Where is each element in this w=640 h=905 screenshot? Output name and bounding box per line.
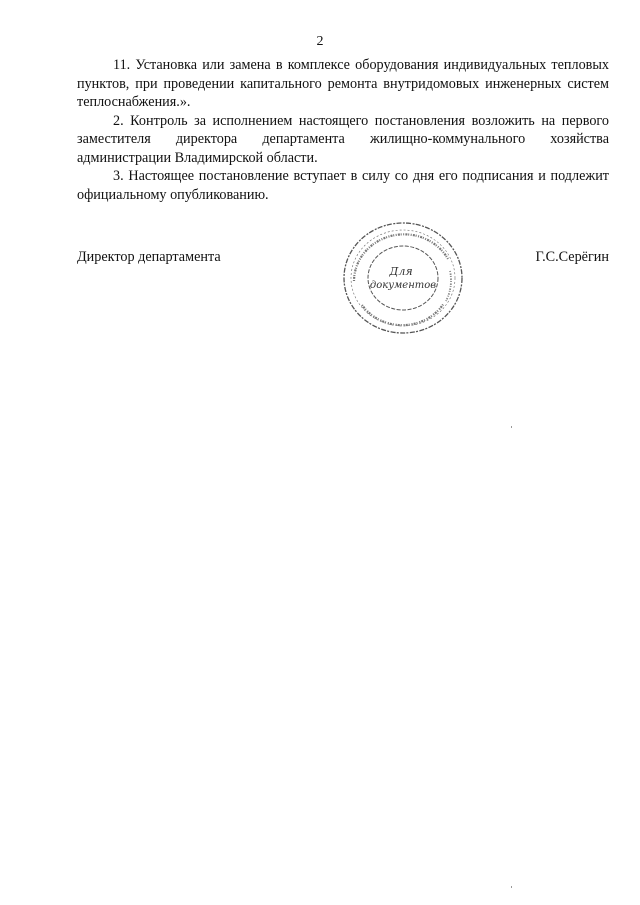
stamp-center-line2: документов	[369, 280, 437, 291]
scan-speck	[511, 886, 512, 888]
signatory-title: Директор департамента	[77, 249, 221, 265]
paragraph-item-3: 3. Настоящее постановление вступает в силу со дня его подписания и подлежит официальному опубликованию.	[77, 168, 609, 203]
paragraph-item-2: 2. Контроль за исполнением настоящего постановления возложить на первого заместителя директора департамента жилищно-коммунального хозяйства администрации Владимирской области.	[77, 112, 609, 166]
stamp-seal-icon	[340, 219, 466, 337]
page-number: 2	[316, 34, 324, 49]
stamp-center-line1: Для	[389, 265, 413, 278]
signatory-name: Г.С.Серёгин	[535, 249, 609, 265]
document-body	[77, 56, 609, 204]
document-stamp	[340, 219, 466, 337]
scan-speck	[511, 426, 512, 428]
paragraph-item-11: 11. Установка или замена в комплексе оборудования индивидуальных тепловых пунктов, при проведении капитального ремонта внутридомовых инженерных систем теплоснабжения.».	[77, 57, 609, 110]
